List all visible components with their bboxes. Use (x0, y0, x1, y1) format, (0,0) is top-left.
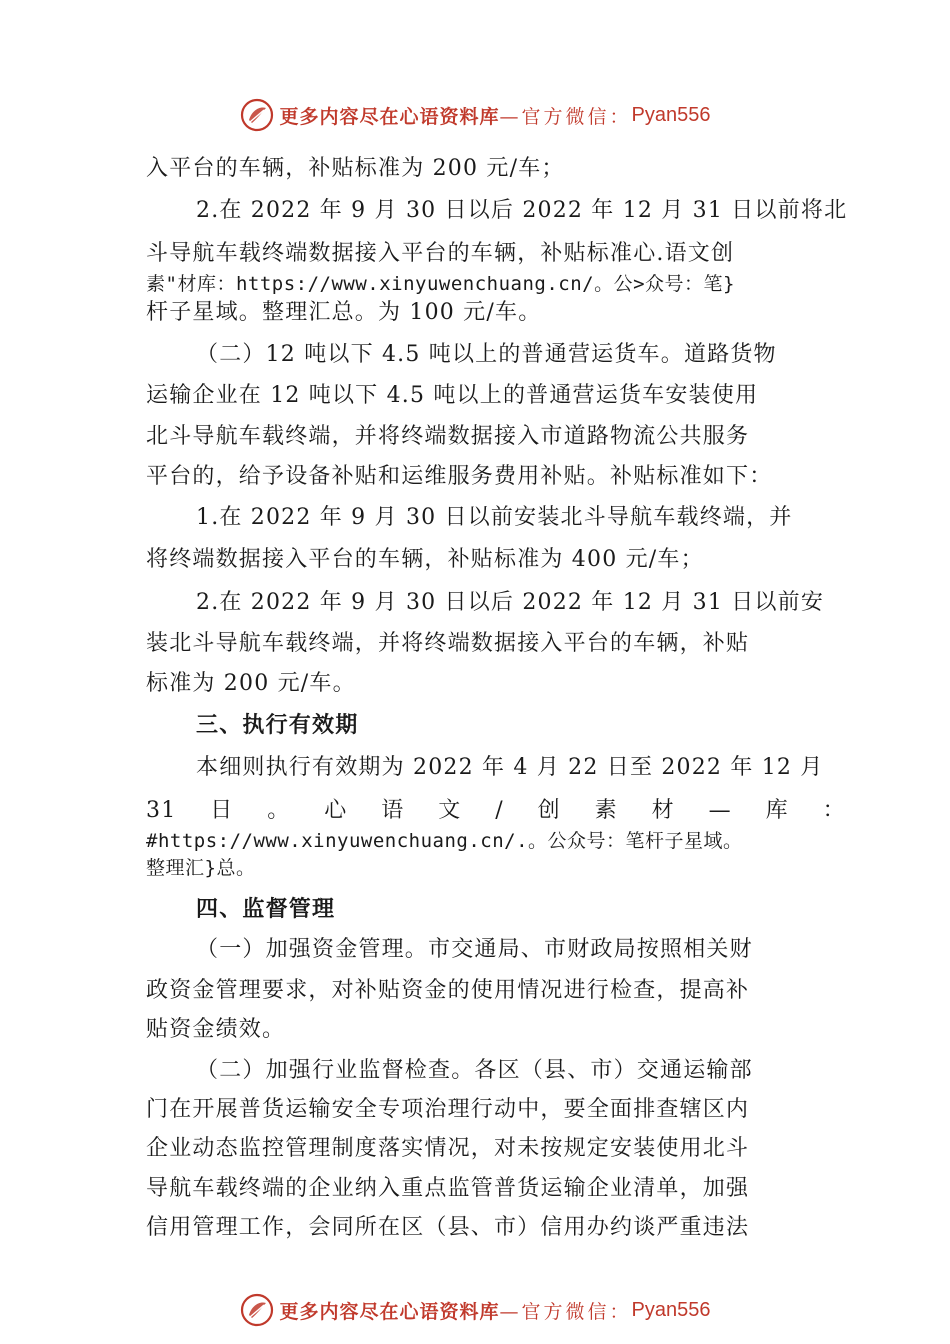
spread-token: ： (822, 798, 846, 823)
text-line: 北斗导航车载终端，并将终端数据接入市道路物流公共服务 (146, 424, 750, 449)
spread-token: — (708, 798, 732, 823)
text-line: 整理汇}总。 (146, 857, 256, 879)
text-line: 贴资金绩效。 (146, 1017, 286, 1042)
watermark-banner-top (0, 95, 950, 135)
text-line: 企业动态监控管理制度落实情况，对未按规定安装使用北斗 (146, 1136, 750, 1161)
text-line: #https://www.xinyuwenchuang.cn/.。公众号：笔杆子星域。 (146, 830, 743, 852)
logo-icon (240, 1293, 274, 1327)
watermark-text: 更多内容尽在心语资料库 (279, 1300, 500, 1323)
text-line: （二）12 吨以下 4.5 吨以上的普通营运货车。道路货物 (196, 342, 777, 367)
text-line: 将终端数据接入平台的车辆，补贴标准为 400 元/车； (146, 547, 704, 572)
text-line: （一）加强资金管理。市交通局、市财政局按照相关财 (196, 937, 753, 962)
text-line: 平台的，给予设备补贴和运维服务费用补贴。补贴标准如下： (146, 464, 773, 489)
logo-icon (240, 98, 274, 132)
text-line: 入平台的车辆，补贴标准为 200 元/车； (146, 156, 565, 181)
watermark-banner-bottom (0, 1290, 950, 1330)
text-line: 信用管理工作，会同所在区（县、市）信用办约谈严重违法 (146, 1215, 750, 1240)
text-line: 1.在 2022 年 9 月 30 日以前安装北斗导航车载终端，并 (196, 505, 793, 530)
section-heading: 四、监督管理 (196, 897, 336, 922)
text-line: 2.在 2022 年 9 月 30 日以后 2022 年 12 月 31 日以前安 (196, 590, 825, 615)
text-line: 运输企业在 12 吨以下 4.5 吨以上的普通营运货车安装使用 (146, 383, 759, 408)
text-line: 斗导航车载终端数据接入平台的车辆，补贴标准心.语文创 (146, 241, 735, 266)
section-heading: 三、执行有效期 (196, 713, 359, 738)
text-line: 杆子星域。整理汇总。为 100 元/车。 (146, 300, 542, 325)
text-line: 政资金管理要求，对补贴资金的使用情况进行检查，提高补 (146, 978, 750, 1003)
spread-token: / (495, 798, 504, 823)
spread-token: 文 (438, 798, 462, 823)
text-line: 2.在 2022 年 9 月 30 日以后 2022 年 12 月 31 日以前将北 (196, 198, 848, 223)
text-line: （二）加强行业监督检查。各区（县、市）交通运输部 (196, 1058, 753, 1083)
watermark-id: Pyan556 (631, 1298, 711, 1321)
spread-token: 库 (765, 798, 789, 823)
text-line: 本细则执行有效期为 2022 年 4 月 22 日至 2022 年 12 月 (196, 755, 824, 780)
spread-token: 素 (594, 798, 618, 823)
spread-token: 31 (146, 798, 177, 823)
spread-token: 语 (381, 798, 405, 823)
spread-token: 。 (267, 798, 291, 823)
watermark-text: 更多内容尽在心语资料库 (279, 105, 500, 128)
watermark-id: Pyan556 (631, 103, 711, 126)
spread-token: 创 (537, 798, 561, 823)
watermark-suffix: —官方微信： (499, 1300, 632, 1323)
spread-token: 心 (324, 798, 348, 823)
text-line: 标准为 200 元/车。 (146, 671, 356, 696)
watermark-suffix: —官方微信： (499, 105, 632, 128)
text-line: 门在开展普货运输安全专项治理行动中，要全面排查辖区内 (146, 1097, 750, 1122)
text-line: 导航车载终端的企业纳入重点监管普货运输企业清单，加强 (146, 1176, 750, 1201)
text-line: 素"材库：https://www.xinyuwenchuang.cn/。公>众号：笔} (146, 273, 735, 295)
spread-token: 材 (651, 798, 675, 823)
spread-token: 日 (210, 798, 234, 823)
spread-line (146, 796, 846, 826)
text-line: 装北斗导航车载终端，并将终端数据接入平台的车辆，补贴 (146, 631, 750, 656)
